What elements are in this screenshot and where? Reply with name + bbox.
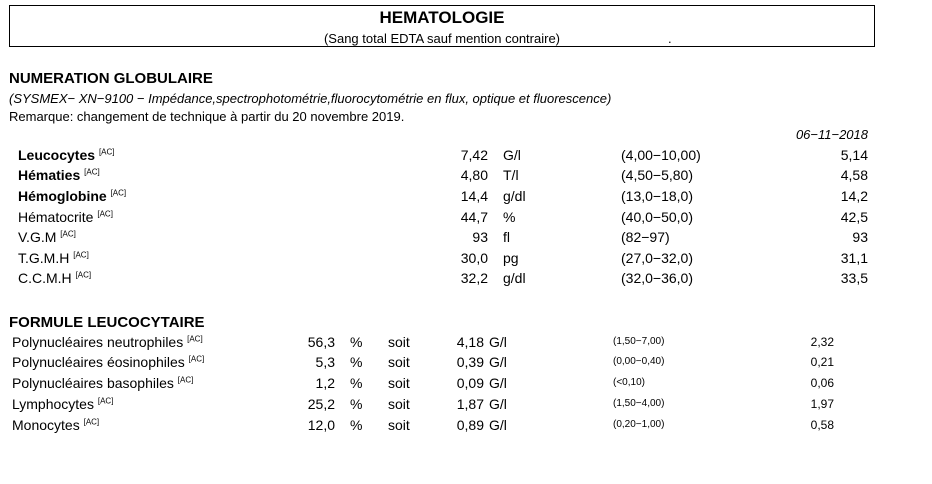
test-name: Polynucléaires éosinophiles [AC] bbox=[12, 354, 205, 370]
reference-range: (40,0−50,0) bbox=[621, 209, 693, 225]
test-value: 93 bbox=[472, 229, 488, 245]
numeration-row-hematocrite bbox=[0, 209, 932, 229]
numeration-row-leucocytes bbox=[0, 147, 932, 167]
soit-label: soit bbox=[388, 334, 410, 350]
test-unit: pg bbox=[503, 250, 519, 266]
reference-range: (0,20−1,00) bbox=[613, 419, 665, 430]
test-percent: 25,2 bbox=[307, 396, 335, 412]
test-name: Hémoglobine [AC] bbox=[18, 188, 127, 204]
percent-sign: % bbox=[350, 417, 363, 433]
test-percent: 5,3 bbox=[315, 354, 335, 370]
test-name: T.G.M.H [AC] bbox=[18, 250, 89, 266]
test-name: Hématocrite [AC] bbox=[18, 209, 113, 225]
previous-value: 0,06 bbox=[810, 376, 834, 390]
test-unit: G/l bbox=[489, 334, 507, 350]
test-absolute: 0,89 bbox=[456, 417, 484, 433]
test-percent: 56,3 bbox=[307, 334, 335, 350]
test-percent: 1,2 bbox=[315, 375, 335, 391]
test-unit: % bbox=[503, 209, 516, 225]
test-name: Polynucléaires neutrophiles [AC] bbox=[12, 334, 203, 350]
previous-value: 5,14 bbox=[840, 147, 868, 163]
numeration-row-tgmh bbox=[0, 250, 932, 270]
test-name: Monocytes [AC] bbox=[12, 417, 100, 433]
test-name: Leucocytes [AC] bbox=[18, 147, 115, 163]
page-subtitle: (Sang total EDTA sauf mention contraire) bbox=[323, 31, 561, 46]
test-name: C.C.M.H [AC] bbox=[18, 270, 92, 286]
test-value: 14,4 bbox=[460, 188, 488, 204]
previous-value: 31,1 bbox=[840, 250, 868, 266]
soit-label: soit bbox=[388, 375, 410, 391]
numeration-row-hemoglobine bbox=[0, 188, 932, 208]
reference-range: (1,50−4,00) bbox=[613, 398, 665, 409]
numeration-remark: Remarque: changement de technique à partir du 20 novembre 2019. bbox=[9, 109, 405, 124]
test-unit: g/dl bbox=[503, 270, 526, 286]
test-absolute: 0,39 bbox=[456, 354, 484, 370]
test-absolute: 1,87 bbox=[456, 396, 484, 412]
numeration-row-vgm bbox=[0, 229, 932, 249]
previous-value: 33,5 bbox=[840, 270, 868, 286]
reference-range: (82−97) bbox=[621, 229, 670, 245]
test-value: 30,0 bbox=[460, 250, 488, 266]
formule-row-basophiles bbox=[0, 375, 932, 395]
previous-value: 42,5 bbox=[840, 209, 868, 225]
reference-range: (27,0−32,0) bbox=[621, 250, 693, 266]
previous-result-date: 06−11−2018 bbox=[795, 127, 868, 142]
previous-value: 2,32 bbox=[810, 335, 834, 349]
reference-range: (13,0−18,0) bbox=[621, 188, 693, 204]
test-percent: 12,0 bbox=[307, 417, 335, 433]
soit-label: soit bbox=[388, 417, 410, 433]
reference-range: (4,00−10,00) bbox=[621, 147, 701, 163]
previous-value: 4,58 bbox=[840, 167, 868, 183]
formule-title: FORMULE LEUCOCYTAIRE bbox=[9, 314, 205, 331]
percent-sign: % bbox=[350, 334, 363, 350]
reference-range: (32,0−36,0) bbox=[621, 270, 693, 286]
test-value: 32,2 bbox=[460, 270, 488, 286]
test-unit: G/l bbox=[503, 147, 521, 163]
percent-sign: % bbox=[350, 396, 363, 412]
formule-row-lymphocytes bbox=[0, 396, 932, 416]
previous-value: 1,97 bbox=[810, 397, 834, 411]
test-unit: G/l bbox=[489, 375, 507, 391]
percent-sign: % bbox=[350, 354, 363, 370]
test-unit: G/l bbox=[489, 417, 507, 433]
test-unit: T/l bbox=[503, 167, 519, 183]
test-unit: G/l bbox=[489, 354, 507, 370]
test-unit: fl bbox=[503, 229, 510, 245]
test-name: V.G.M [AC] bbox=[18, 229, 76, 245]
reference-range: (0,00−0,40) bbox=[613, 356, 665, 367]
soit-label: soit bbox=[388, 396, 410, 412]
test-value: 7,42 bbox=[460, 147, 488, 163]
test-unit: g/dl bbox=[503, 188, 526, 204]
reference-range: (1,50−7,00) bbox=[613, 336, 665, 347]
test-value: 44,7 bbox=[460, 209, 488, 225]
test-absolute: 0,09 bbox=[456, 375, 484, 391]
numeration-row-ccmh bbox=[0, 270, 932, 290]
test-unit: G/l bbox=[489, 396, 507, 412]
percent-sign: % bbox=[350, 375, 363, 391]
numeration-title: NUMERATION GLOBULAIRE bbox=[9, 70, 213, 87]
soit-label: soit bbox=[388, 354, 410, 370]
previous-value: 93 bbox=[852, 229, 868, 245]
test-name: Polynucléaires basophiles [AC] bbox=[12, 375, 194, 391]
numeration-method: (SYSMEX− XN−9100 − Impédance,spectrophotométrie,fluorocytométrie en flux, optique et fluorescence) bbox=[9, 91, 612, 106]
test-value: 4,80 bbox=[460, 167, 488, 183]
numeration-row-hematies bbox=[0, 167, 932, 187]
page-title: HEMATOLOGIE bbox=[379, 8, 505, 27]
reference-range: (4,50−5,80) bbox=[621, 167, 693, 183]
formule-row-neutrophiles bbox=[0, 334, 932, 354]
formule-row-eosinophiles bbox=[0, 354, 932, 374]
test-name: Lymphocytes [AC] bbox=[12, 396, 114, 412]
subtitle-trailing-dot: . bbox=[668, 31, 672, 46]
previous-value: 0,21 bbox=[810, 355, 834, 369]
previous-value: 14,2 bbox=[840, 188, 868, 204]
section-header-box bbox=[9, 5, 875, 47]
reference-range: (<0,10) bbox=[613, 377, 645, 388]
previous-value: 0,58 bbox=[810, 418, 834, 432]
formule-row-monocytes bbox=[0, 417, 932, 437]
test-absolute: 4,18 bbox=[456, 334, 484, 350]
test-name: Hématies [AC] bbox=[18, 167, 100, 183]
